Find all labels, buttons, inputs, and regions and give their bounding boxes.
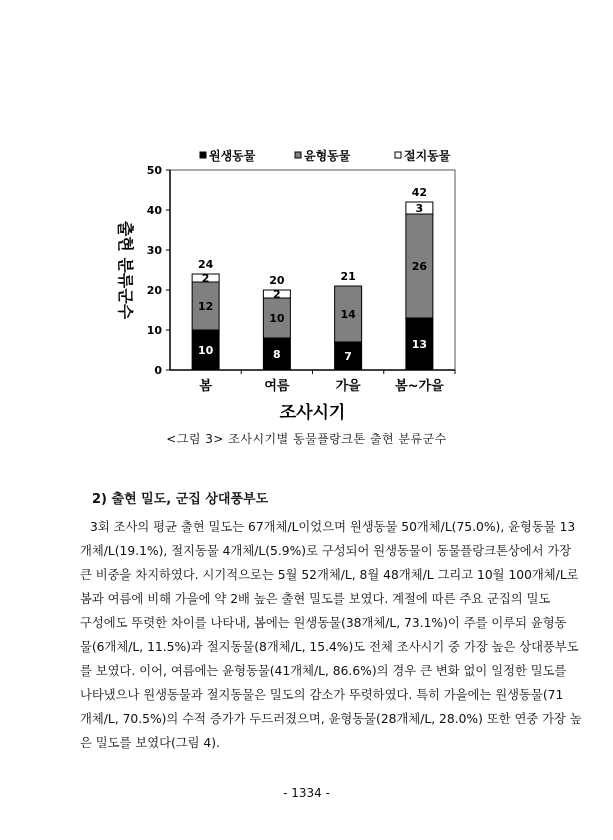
data-label: 7 — [344, 350, 352, 363]
y-tick-label: 20 — [146, 284, 162, 297]
y-tick-label: 10 — [146, 324, 162, 337]
paragraph-line: 개체/L(19.1%), 절지동물 4개체/L(5.9%)로 구성되어 원생동물이 동물플랑크톤상에서 가장 — [80, 544, 572, 558]
paragraph-line: 봄과 여름에 비해 가을에 약 2배 높은 출현 밀도를 보였다. 계절에 따른 주요 군집의 밀도 — [80, 592, 551, 606]
data-label: 12 — [197, 300, 214, 313]
page-number: - 1334 - — [283, 786, 330, 800]
y-axis-title: 출현 분류군수 — [116, 220, 135, 320]
paragraph-line: 은 밀도를 보였다(그림 4). — [80, 736, 220, 750]
section-heading: 2) 출현 밀도, 군집 상대풍부도 — [92, 492, 269, 507]
data-label: 3 — [415, 202, 424, 215]
paragraph-line: 나타냈으나 원생동물과 절지동물은 밀도의 감소가 뚜렷하였다. 특히 가을에는 원생동물(71 — [80, 688, 564, 702]
x-tick-label: 가을 — [335, 379, 361, 394]
paragraph-line: 를 보였다. 이어, 여름에는 윤형동물(41개체/L, 86.6%)의 경우 큰 변화 없이 일정한 밀도를 — [80, 664, 567, 678]
body-paragraph — [80, 515, 582, 755]
total-label: 20 — [269, 274, 285, 287]
y-tick-label: 40 — [146, 204, 162, 217]
paragraph-line: 구성에도 뚜렷한 차이를 나타내, 봄에는 원생동물(38개체/L, 73.1%)이 주를 이루되 윤형동 — [80, 616, 567, 630]
data-label: 13 — [411, 338, 428, 351]
legend-swatch — [295, 152, 301, 158]
total-label: 42 — [411, 186, 428, 199]
data-label: 2 — [201, 272, 210, 285]
legend-swatch — [395, 152, 401, 158]
paragraph-line: 물(6개체/L, 11.5%)과 절지동물(8개체/L, 15.4%)도 전체 조사시기 중 가장 높은 상대풍부도 — [80, 640, 579, 654]
data-label: 2 — [273, 288, 281, 301]
data-label: 10 — [269, 312, 285, 325]
legend-swatch — [200, 152, 206, 158]
data-label: 14 — [340, 308, 356, 321]
x-tick-label: 여름 — [264, 379, 290, 394]
legend-label: 절지동물 — [404, 149, 451, 163]
data-label: 10 — [197, 344, 214, 357]
x-tick-label: 봄 — [199, 379, 212, 394]
total-label: 21 — [340, 270, 356, 283]
x-tick-label: 봄~가을 — [395, 379, 444, 394]
legend-label: 윤형동물 — [304, 149, 351, 163]
data-label: 26 — [411, 260, 428, 273]
figure-caption: <그림 3> 조사시기별 동물플랑크톤 출현 분류군수 — [166, 432, 447, 446]
data-label: 8 — [273, 348, 281, 361]
y-tick-label: 0 — [154, 364, 162, 377]
x-axis-title: 조사시기 — [279, 403, 346, 423]
paragraph-line: 3회 조사의 평균 출현 밀도는 67개체/L이었으며 원생동물 50개체/L(75.0%), 윤형동물 13 — [90, 520, 576, 534]
paragraph-line: 개체/L, 70.5%)의 수적 증가가 두드러졌으며, 윤형동물(28개체/L, 28.0%) 또한 연중 가장 높 — [80, 712, 582, 726]
legend-label: 원생동물 — [209, 149, 256, 163]
y-tick-label: 50 — [146, 164, 162, 177]
total-label: 24 — [197, 258, 214, 271]
y-tick-label: 30 — [146, 244, 162, 257]
paragraph-line: 큰 비중을 차지하였다. 시기적으로는 5월 52개체/L, 8월 48개체/L 그리고 10월 100개체/L로 — [80, 568, 579, 582]
